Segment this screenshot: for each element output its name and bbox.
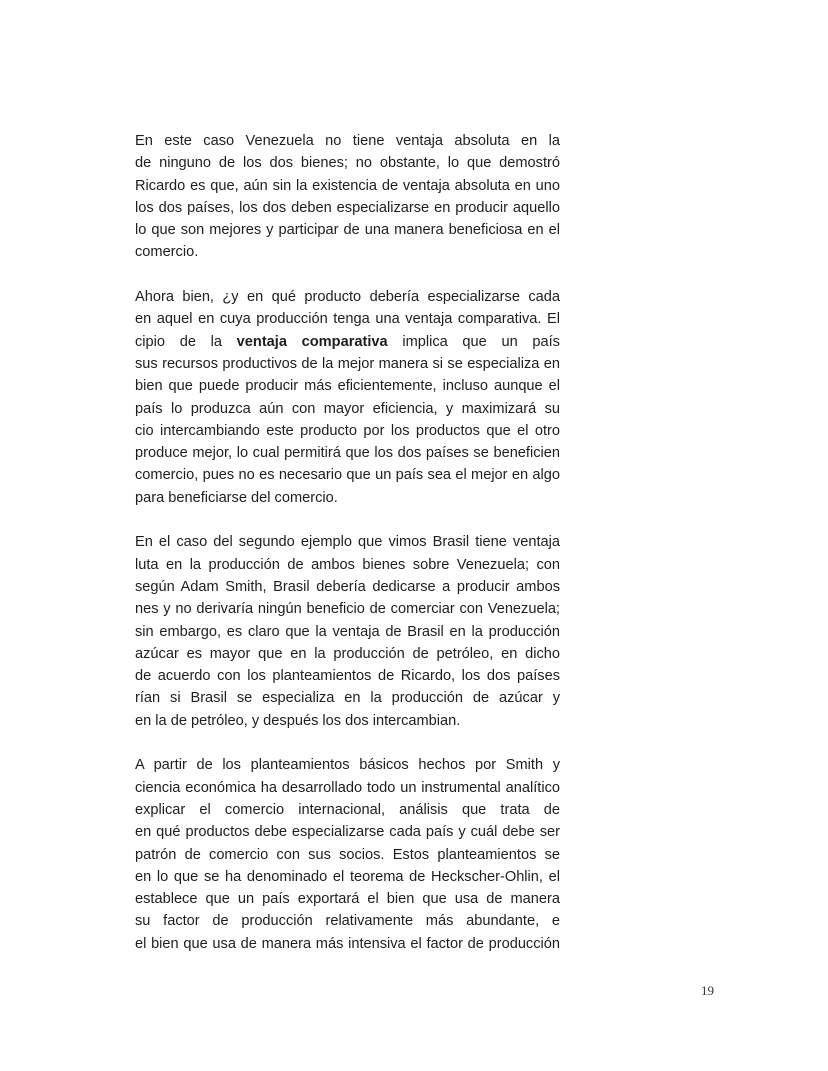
text-line: luta en la producción de ambos bienes sobre Venezuela; con (135, 556, 560, 573)
text-line: establece que un país exportará el bien que usa de manera (135, 891, 560, 908)
text-line: según Adam Smith, Brasil debería dedicarse a producir ambos (135, 578, 560, 595)
text-line: de acuerdo con los planteamientos de Ricardo, los dos países (135, 668, 560, 685)
text-line: comercio, pues no es necesario que un país sea el mejor en algo (135, 467, 560, 484)
paragraph-1 (135, 130, 560, 264)
text-line: Ricardo es que, aún sin la existencia de ventaja absoluta en uno (135, 177, 560, 194)
text-line: sin embargo, es claro que la ventaja de Brasil en la producción (135, 623, 560, 640)
text-line: En el caso del segundo ejemplo que vimos Brasil tiene ventaja (135, 534, 560, 551)
text-line: para beneficiarse del comercio. (135, 489, 338, 506)
body-text (135, 130, 560, 977)
text-line: sus recursos productivos de la mejor manera si se especializa en (135, 355, 560, 372)
text-line: En este caso Venezuela no tiene ventaja absoluta en la (135, 133, 560, 149)
text-line: comercio. (135, 244, 199, 261)
text-fragment: cipio de la (135, 333, 222, 350)
text-line: lo que son mejores y participar de una manera beneficiosa en el (135, 222, 560, 239)
key-term: ventaja comparativa (236, 333, 388, 350)
text-line: los dos países, los dos deben especializarse en producir aquello (135, 199, 560, 216)
paragraph-4 (135, 754, 560, 955)
text-line: A partir de los planteamientos básicos hechos por Smith y (135, 757, 560, 774)
text-line-with-term (135, 331, 560, 353)
text-line: su factor de producción relativamente más abundante, e (135, 913, 560, 930)
text-fragment: implica que un país (402, 333, 560, 350)
text-line: ciencia económica ha desarrollado todo un instrumental analítico (135, 779, 560, 796)
text-line: en lo que se ha denominado el teorema de Heckscher-Ohlin, el (135, 868, 560, 885)
text-line: en la de petróleo, y después los dos intercambian. (135, 712, 461, 729)
page-number: 19 (701, 983, 714, 998)
text-line: produce mejor, lo cual permitirá que los dos países se beneficien (135, 445, 560, 462)
paragraph-3 (135, 531, 560, 732)
text-line: rían si Brasil se especializa en la producción de azúcar y (135, 690, 560, 707)
text-line: Ahora bien, ¿y en qué producto debería especializarse cada (135, 289, 560, 306)
text-line: en aquel en cuya producción tenga una ventaja comparativa. El (135, 311, 560, 328)
text-line: país lo produzca aún con mayor eficiencia, y maximizará su (135, 400, 560, 417)
text-line: de ninguno de los dos bienes; no obstante, lo que demostró (135, 155, 560, 172)
text-line: patrón de comercio con sus socios. Estos planteamientos se (135, 846, 560, 863)
text-line: en qué productos debe especializarse cada país y cuál debe ser (135, 824, 560, 841)
paragraph-2 (135, 286, 560, 509)
text-line: el bien que usa de manera más intensiva el factor de producción (135, 935, 560, 952)
text-line: cio intercambiando este producto por los productos que el otro (135, 422, 560, 439)
text-line: explicar el comercio internacional, análisis que trata de (135, 801, 560, 818)
text-line: nes y no derivaría ningún beneficio de comerciar con Venezuela; (135, 601, 560, 618)
text-line: azúcar es mayor que en la producción de petróleo, en dicho (135, 645, 560, 662)
text-line: bien que puede producir más eficientemente, incluso aunque el (135, 378, 560, 395)
